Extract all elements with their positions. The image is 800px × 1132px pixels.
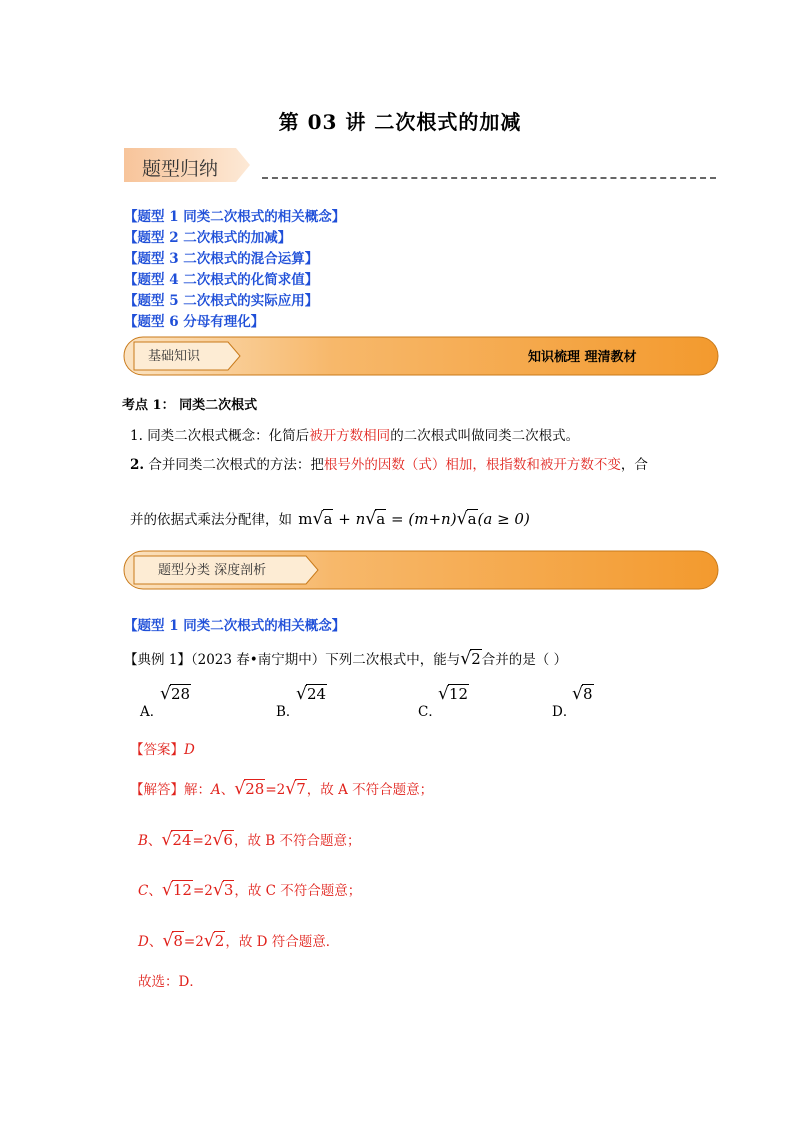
point-2: 2. 合并同类二次根式的方法：把根号外的因数（式）相加，根指数和被开方数不变，合 (130, 457, 648, 473)
example-1-question: 【典例 1】（2023 春•南宁期中）下列二次根式中，能与√2合并的是（ ） (124, 649, 568, 669)
toc-item-3[interactable]: 【题型 3 二次根式的混合运算】 (124, 251, 319, 267)
option-d-radical: √8 (572, 684, 593, 704)
option-a[interactable]: A． (140, 704, 164, 720)
point-1: 1. 同类二次根式概念：化简后被开方数相同的二次根式叫做同类二次根式。 (130, 428, 580, 444)
option-b-radical: √24 (296, 684, 327, 704)
option-a-radical: √28 (160, 684, 191, 704)
page-title: 第 03 讲 二次根式的加减 (278, 110, 522, 134)
point-2-line2: 并的依据式乘法分配律，如 m√a + n√a = (m+n)√a(a ≥ 0) (130, 509, 530, 529)
toc-item-4[interactable]: 【题型 4 二次根式的化简求值】 (124, 272, 319, 288)
toc-item-6[interactable]: 【题型 6 分母有理化】 (124, 314, 265, 330)
key-point-heading: 考点 1： 同类二次根式 (122, 398, 258, 413)
option-d[interactable]: D． (552, 704, 577, 720)
banner-title: 题型归纳 (142, 158, 219, 180)
solution-conclusion: 故选：D． (138, 974, 203, 990)
solution-line-c: C、√12=2√3，故 C 不符合题意； (138, 880, 362, 900)
solution-line-d: D、√8=2√2，故 D 符合题意． (138, 931, 340, 951)
answer: 【答案】D (130, 742, 195, 758)
option-c[interactable]: C． (418, 704, 442, 720)
solution-line-b: B、√24=2√6，故 B 不符合题意； (138, 830, 361, 850)
option-b[interactable]: B． (276, 704, 300, 720)
section-bar-label: 基础知识 (148, 349, 201, 364)
option-c-radical: √12 (438, 684, 469, 704)
toc-item-2[interactable]: 【题型 2 二次根式的加减】 (124, 230, 292, 246)
toc-item-5[interactable]: 【题型 5 二次根式的实际应用】 (124, 293, 319, 309)
formula-distributive: m√a + n√a = (m+n)√a(a ≥ 0) (298, 509, 530, 529)
section-bar-subtitle: 知识梳理 理清教材 (528, 350, 637, 365)
divider-dashed (262, 177, 716, 179)
section-bar-label-2: 题型分类 深度剖析 (158, 563, 267, 578)
type-1-heading: 【题型 1 同类二次根式的相关概念】 (124, 618, 346, 634)
solution-line-a: 【解答】解：A、√28=2√7，故 A 不符合题意； (130, 779, 434, 799)
toc-item-1[interactable]: 【题型 1 同类二次根式的相关概念】 (124, 209, 346, 225)
